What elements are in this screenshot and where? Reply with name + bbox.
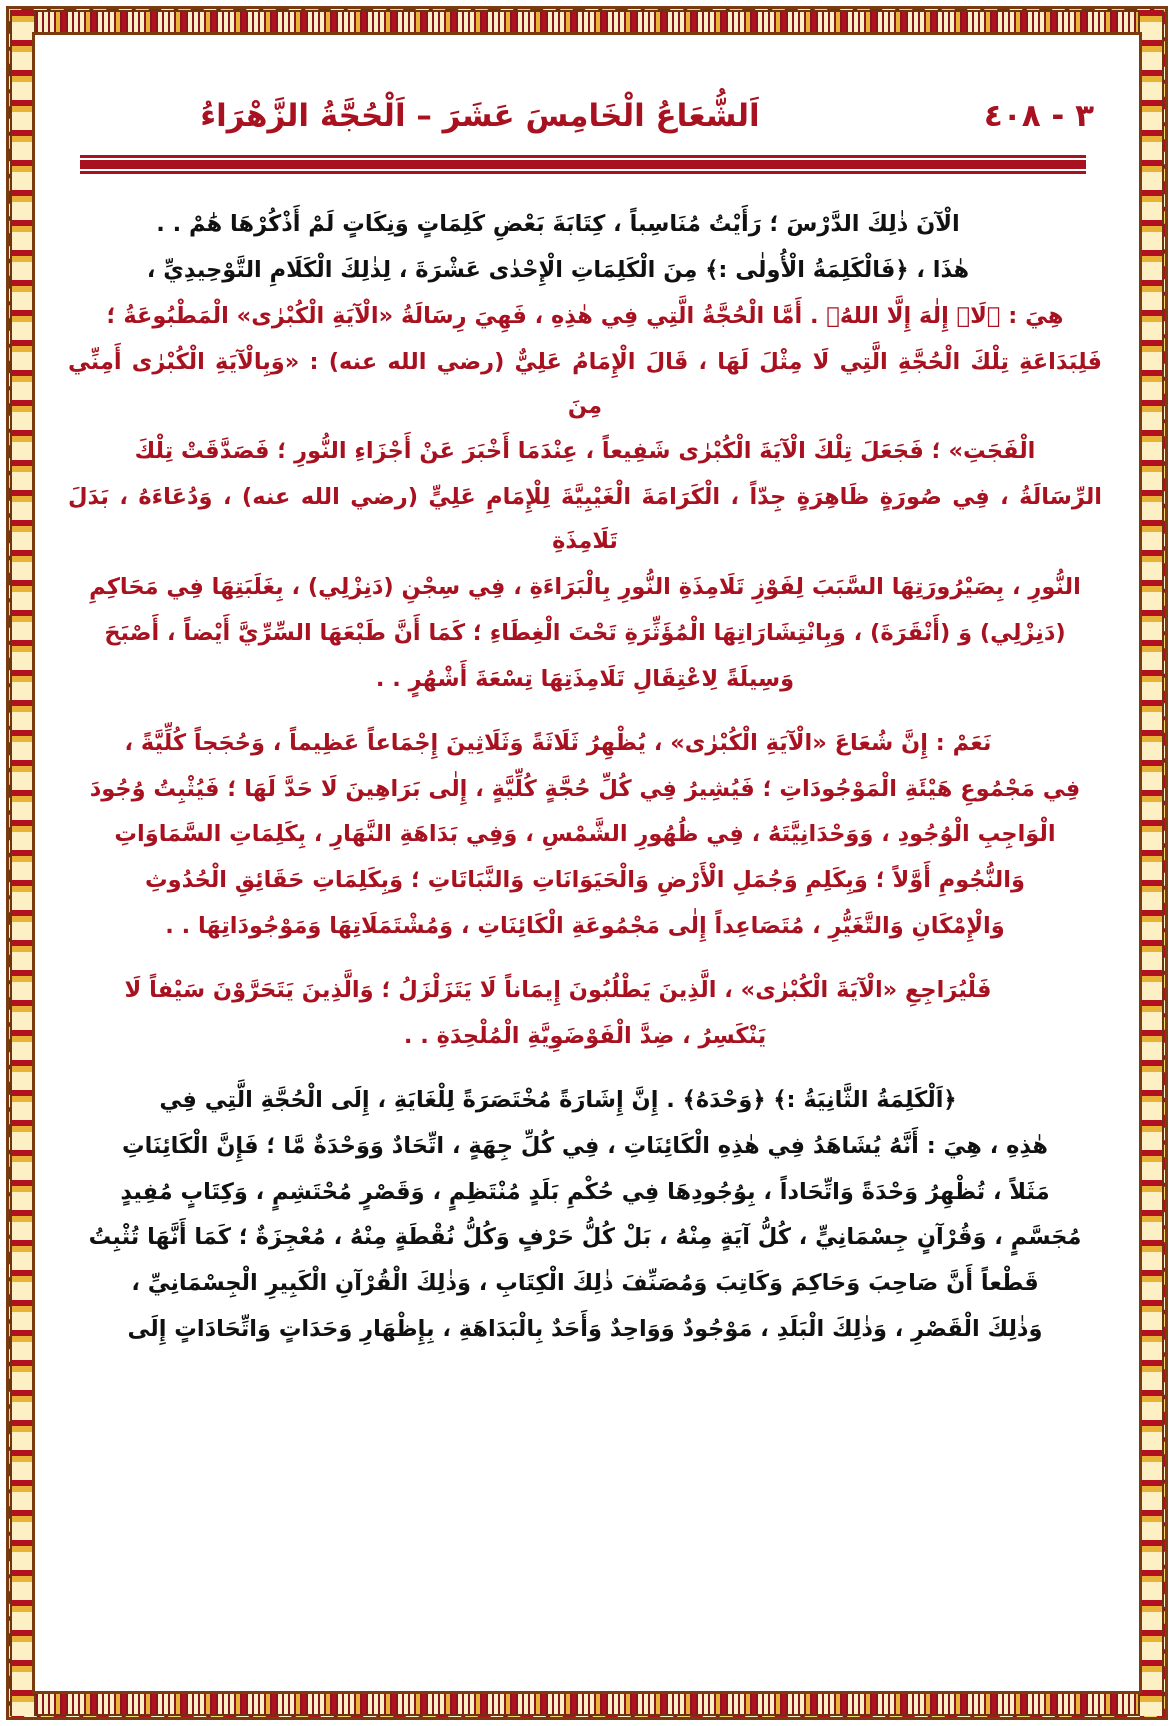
- paragraph: هٰذِهِ ، هِيَ : أَنَّهُ يُشَاهَدُ فِي هٰذِهِ الْكَائِنَاتِ ، فِي كُلِّ جِهَةٍ ، اتِّحَادٌ وَوَحْدَةٌ مَّا ؛ فَإِنَّ الْكَائِنَاتِ: [121, 1132, 1049, 1159]
- paragraph: (دَنِزْلِي) وَ (أَنْقَرَةَ) ، وَبِانْتِشَارَاتِهَا الْمُؤَثِّرَةِ تَحْتَ الْغِطَاءِ ؛ كَمَا أَنَّ طَبْعَهَا السِّرِّيَّ أَيْضاً ، أَصْبَحَ: [104, 619, 1066, 646]
- paragraph: وَالنُّجُومِ أَوَّلاً ؛ وَبِكَلِمِ وَجُمَلِ الْأَرْضِ وَالْحَيَوَانَاتِ وَالنَّبَاتَاتِ ؛ وَبِكَلِمَاتِ حَقَائِقِ الْحُدُوثِ: [145, 867, 1025, 894]
- paragraph: الْفَجَتِ» ؛ فَجَعَلَ تِلْكَ الْآيَةَ الْكُبْرٰى شَفِيعاً ، عِنْدَمَا أَخْبَرَ عَنْ أَجْزَاءِ النُّورِ ؛ فَصَدَّقَتْ تِلْكَ: [134, 438, 1036, 465]
- paragraph: فِي مَجْمُوعِ هَيْئَةِ الْمَوْجُودَاتِ ؛ فَيُشِيرُ فِي كُلِّ حُجَّةٍ كُلِّيَّةٍ ، إِلٰى بَرَاهِينَ لَا حَدَّ لَهَا ؛ فَيُثْبِتُ وُجُودَ: [89, 775, 1081, 802]
- paragraph: هِيَ : ﴿لَاۤ إِلٰهَ إِلَّا اللهُ﴾ . أَمَّا الْحُجَّةُ الَّتِي فِي هٰذِهِ ، فَهِيَ رِسَالَةُ «الْآيَةِ الْكُبْرٰى» الْمَطْبُوعَةُ ؛: [106, 302, 1064, 329]
- paragraph: وَسِيلَةً لِاعْتِقَالِ تَلَامِذَتِهَا تِسْعَةَ أَشْهُرٍ . .: [375, 665, 795, 692]
- paragraph: مُجَسَّمٍ ، وَقُرْآنٍ جِسْمَانِيٍّ ، كُلُّ آيَةٍ مِنْهُ ، بَلْ كُلُّ حَرْفٍ وَكُلُّ نُقْطَةٍ مِنْهُ ، مُعْجِزَةٌ ؛ كَمَا أَنَّهَا تُثْبِتُ: [88, 1224, 1082, 1251]
- paragraph: مَثَلاً ، تُظْهِرُ وَحْدَةً وَاتِّحَاداً ، بِوُجُودِهَا فِي حُكْمِ بَلَدٍ مُنْتَظِمٍ ، وَقَصْرٍ مُحْتَشِمٍ ، وَكِتَابٍ مُفِيدٍ: [120, 1178, 1050, 1205]
- paragraph: قَطْعاً أَنَّ صَاحِبَ وَحَاكِمَ وَكَاتِبَ وَمُصَنِّفَ ذٰلِكَ الْكِتَابِ ، وَذٰلِكَ الْقُرْآنِ الْكَبِيرِ الْجِسْمَانِيِّ ،: [131, 1270, 1039, 1297]
- page-number: ٣ - ٤٠٨: [983, 98, 1094, 134]
- paragraph: هٰذَا ، ﴿فَالْكَلِمَةُ الْأُولٰى :﴾ مِنَ الْكَلِمَاتِ الْإِحْدٰى عَشْرَةَ ، لِذٰلِكَ الْكَلَامِ التَّوْحِيدِيِّ ،: [146, 256, 970, 283]
- paragraph: ﴿اَلْكَلِمَةُ الثَّانِيَةُ :﴾ ﴿وَحْدَهُ﴾ . إِنَّ إِشَارَةً مُخْتَصَرَةً لِلْغَايَةِ ، إِلَى الْحُجَّةِ الَّتِي فِي: [159, 1086, 957, 1113]
- paragraph: نَعَمْ : إِنَّ شُعَاعَ «الْآيَةِ الْكُبْرٰى» ، يُظْهِرُ ثَلَاثَةً وَثَلَاثِينَ إِجْمَاعاً عَظِيماً ، وَحُجَجاً كُلِّيَّةً ،: [124, 729, 992, 756]
- paragraph: وَذٰلِكَ الْقَصْرِ ، وَذٰلِكَ الْبَلَدِ ، مَوْجُودٌ وَوَاحِدٌ وَأَحَدٌ بِالْبَدَاهَةِ ، بِإِظْهَارِ وَحَدَاتٍ وَاتِّحَادَاتٍ إِلَى: [127, 1316, 1043, 1343]
- paragraph: الْآنَ ذٰلِكَ الدَّرْسَ ؛ رَأَيْتُ مُنَاسِباً ، كِتَابَةَ بَعْضِ كَلِمَاتٍ وَنِكَاتٍ لَمْ أَذْكُرْهَا هَٰمْ . .: [156, 211, 960, 237]
- header-divider-wrap: [62, 134, 1112, 173]
- header-divider: [80, 158, 1086, 171]
- paragraph: يَنْكَسِرُ ، ضِدَّ الْفَوْضَوِيَّةِ الْمُلْحِدَةِ . .: [403, 1022, 767, 1049]
- paragraph: الْوَاجِبِ الْوُجُودِ ، وَوَحْدَانِيَّتَهُ ، فِي ظُهُورِ الشَّمْسِ ، وَفِي بَدَاهَةِ النَّهَارِ ، بِكَلِمَاتِ السَّمَاوَاتِ: [114, 821, 1056, 848]
- paragraph: وَالْإِمْكَانِ وَالتَّغَيُّرِ ، مُتَصَاعِداً إِلٰى مَجْمُوعَةِ الْكَائِنَاتِ ، وَمُشْتَمَلَاتِهَا وَمَوْجُودَاتِهَا . .: [165, 913, 1005, 940]
- paragraph: فَلْيُرَاجِعِ «الْآيَةَ الْكُبْرٰى» ، الَّذِينَ يَطْلُبُونَ إِيمَاناً لَا يَتَزَلْزَلُ ؛ وَالَّذِينَ يَتَحَرَّوْنَ سَيْفاً لَا: [124, 977, 992, 1003]
- page-title: اَلشُّعَاعُ الْخَامِسَ عَشَرَ – اَلْحُجَّةُ الزَّهْرَاءُ: [200, 98, 760, 134]
- paragraph: الرِّسَالَةُ ، فِي صُورَةٍ ظَاهِرَةٍ جِدّاً ، الْكَرَامَةَ الْغَيْبِيَّةَ لِلْإِمَامِ عَلِيٍّ (رضي الله عنه) ، وَدُعَاءَهُ ، بَدَلَ تَلَامِذَةِ: [68, 484, 1102, 555]
- paragraph: النُّورِ ، بِصَيْرُورَتِهَا السَّبَبَ لِفَوْزِ تَلَامِذَةِ النُّورِ بِالْبَرَاءَةِ ، فِي سِجْنِ (دَنِزْلِي) ، بِغَلَبَتِهَا فِي مَحَاكِمِ: [89, 574, 1081, 600]
- body-text: [62, 203, 1112, 1352]
- paragraph: فَلِبَدَاعَةِ تِلْكَ الْحُجَّةِ الَّتِي لَا مِثْلَ لَهَا ، قَالَ الْإِمَامُ عَلِيٌّ (رضي الله عنه) : «وَبِالْآيَةِ الْكُبْرٰى أَمِنِّي مِنَ: [68, 348, 1102, 419]
- page-content: [62, 62, 1112, 1672]
- page-header: [62, 62, 1112, 134]
